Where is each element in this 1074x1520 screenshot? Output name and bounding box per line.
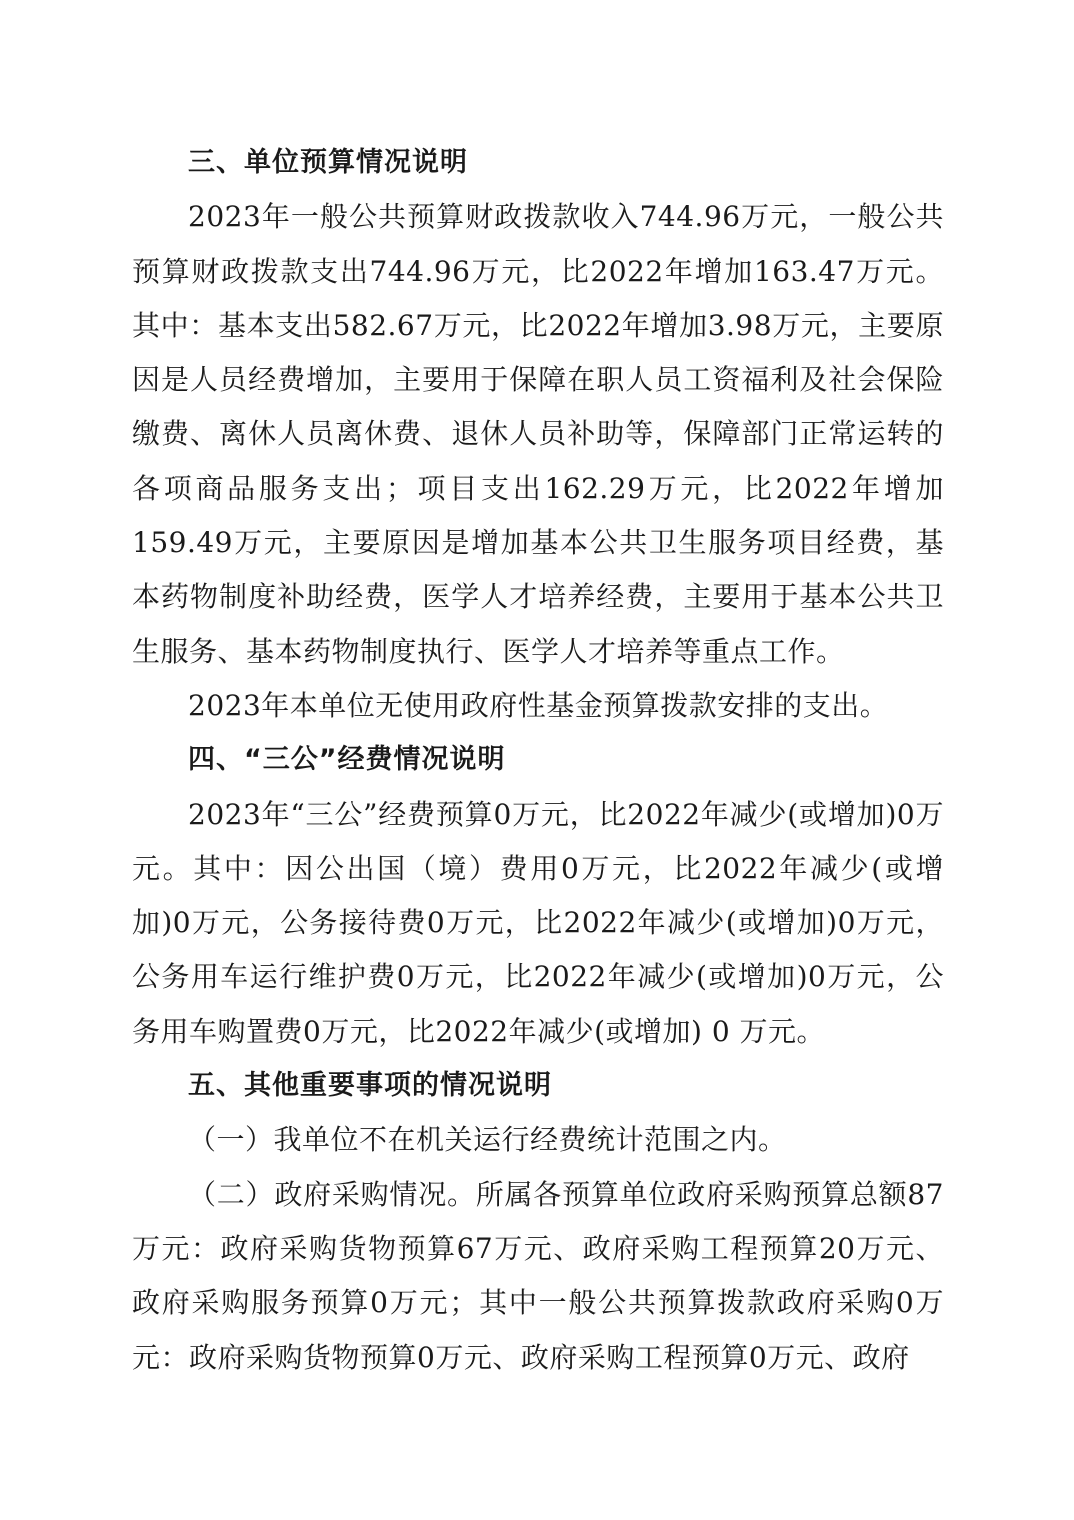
document-body [132,136,944,1385]
paragraph: （二）政府采购情况。所属各预算单位政府采购预算总额87万元：政府采购货物预算67万元、政府采购工程预算20万元、政府采购服务预算0万元；其中一般公共预算拨款政府采购0万元：政府采购货物预算0万元、政府采购工程预算0万元、政府 [132,1177,944,1374]
paragraph: 2023年“三公”经费预算0万元，比2022年减少(或增加)0万元。其中：因公出国（境）费用0万元，比2022年减少(或增加)0万元，公务接待费0万元，比2022年减少(或增加)0万元，公务用车运行维护费0万元，比2022年减少(或增加)0万元，公务用车购置费0万元，比2022年减少(或增加) 0 万元。 [132,797,944,1048]
section-heading: 四、“三公”经费情况说明 [188,744,506,776]
paragraph: 2023年一般公共预算财政拨款收入744.96万元，一般公共预算财政拨款支出744.96万元，比2022年增加163.47万元。其中：基本支出582.67万元，比2022年增加3.98万元，主要原因是人员经费增加，主要用于保障在职人员工资福利及社会保险缴费、离休人员离休费、退休人员补助等，保障部门正常运转的各项商品服务支出；项目支出162.29万元，比2022年增加159.49万元，主要原因是增加基本公共卫生服务项目经费，基本药物制度补助经费，医学人才培养经费，主要用于基本公共卫生服务、基本药物制度执行、医学人才培养等重点工作。 [132,200,944,668]
section-heading: 三、单位预算情况说明 [188,147,468,178]
paragraph: （一）我单位不在机关运行经费统计范围之内。 [188,1123,787,1157]
paragraph: 2023年本单位无使用政府性基金预算拨款安排的支出。 [188,688,889,722]
section-heading: 五、其他重要事项的情况说明 [188,1070,552,1102]
